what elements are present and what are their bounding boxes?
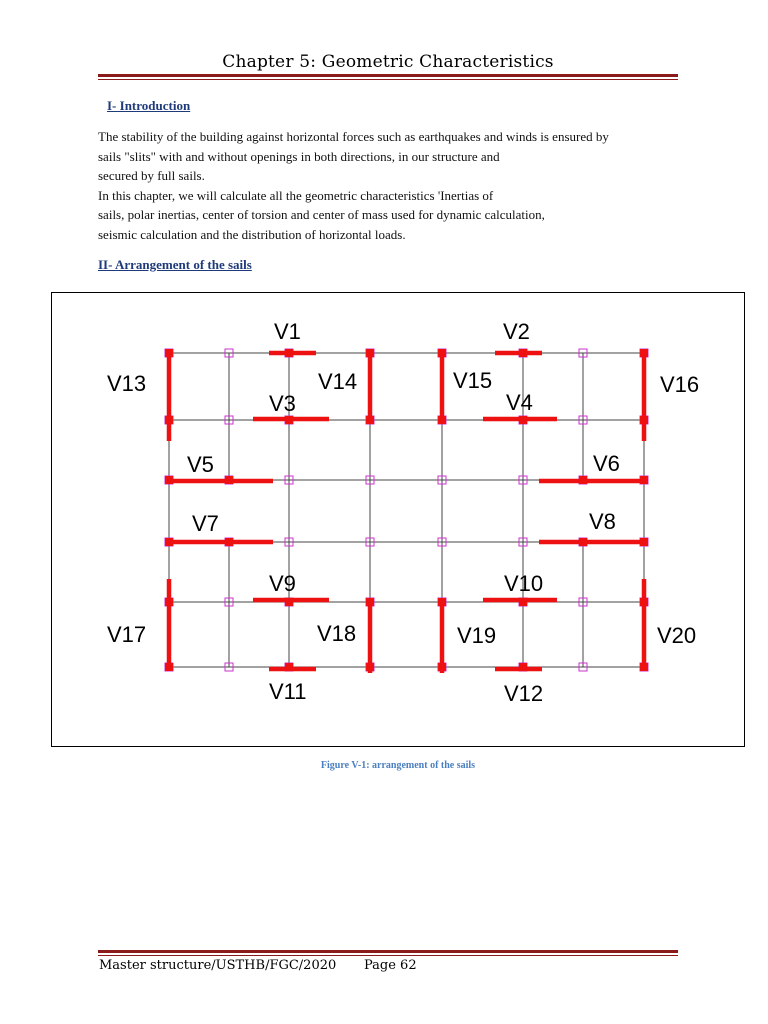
introduction-paragraph: [98, 127, 688, 244]
paragraph-line: secured by full sails.: [98, 168, 205, 183]
column-marker: [165, 476, 173, 484]
column-marker: [519, 598, 527, 606]
column-marker: [285, 663, 293, 671]
wall-label-v5: V5: [187, 452, 214, 477]
footer-rule: [98, 950, 678, 956]
wall-label-v15: V15: [453, 368, 493, 393]
wall-label-v7: V7: [192, 511, 219, 536]
paragraph-line: sails, polar inertias, center of torsion and center of mass used for dynamic calculation,: [98, 207, 545, 222]
column-marker: [519, 663, 527, 671]
wall-label-v10: V10: [504, 571, 544, 596]
column-marker: [225, 538, 233, 546]
wall-label-v8: V8: [589, 509, 616, 534]
column-marker: [366, 598, 374, 606]
footer-text: Master structure/USTHB/FGC/2020: [99, 958, 337, 973]
paragraph-line: sails "slits" with and without openings in both directions, in our structure and: [98, 148, 500, 164]
section-heading-arrangement: II- Arrangement of the sails: [98, 257, 252, 272]
wall-label-v12: V12: [504, 681, 544, 706]
chapter-title: Chapter 5: Geometric Characteristics: [222, 52, 554, 72]
column-marker: [165, 663, 173, 671]
column-marker: [165, 349, 173, 357]
wall-label-v16: V16: [660, 372, 700, 397]
wall-label-v9: V9: [269, 571, 296, 596]
column-marker: [438, 663, 446, 671]
wall-label-v3: V3: [269, 391, 296, 416]
figure-caption: Figure V-1: arrangement of the sails: [320, 760, 476, 771]
wall-label-v1: V1: [274, 319, 301, 344]
structural-plan: [52, 293, 745, 747]
column-marker: [438, 349, 446, 357]
column-marker: [165, 416, 173, 424]
header-rule: [98, 74, 678, 80]
column-marker: [225, 476, 233, 484]
plan-labels: [107, 319, 699, 706]
plan-walls: [165, 349, 648, 673]
wall-label-v20: V20: [657, 623, 697, 648]
column-marker: [366, 663, 374, 671]
plan-nodes: [165, 349, 648, 671]
wall-label-v18: V18: [317, 621, 357, 646]
column-marker: [579, 538, 587, 546]
column-marker: [640, 476, 648, 484]
column-marker: [165, 598, 173, 606]
plan-grid: [169, 353, 644, 667]
wall-label-v2: V2: [503, 319, 530, 344]
column-marker: [519, 416, 527, 424]
wall-label-v14: V14: [318, 369, 358, 394]
column-marker: [285, 598, 293, 606]
paragraph-line: seismic calculation and the distribution of horizontal loads.: [98, 226, 406, 242]
column-marker: [579, 476, 587, 484]
paragraph-line: The stability of the building against horizontal forces such as earthquakes and winds is ensured by: [98, 129, 609, 144]
wall-label-v13: V13: [107, 371, 147, 396]
column-marker: [640, 663, 648, 671]
column-marker: [640, 416, 648, 424]
column-marker: [366, 416, 374, 424]
column-marker: [285, 416, 293, 424]
column-marker: [165, 538, 173, 546]
column-marker: [285, 349, 293, 357]
column-marker: [438, 416, 446, 424]
column-marker: [640, 349, 648, 357]
column-marker: [640, 538, 648, 546]
wall-label-v17: V17: [107, 622, 147, 647]
page-number: Page 62: [364, 958, 417, 973]
column-marker: [519, 349, 527, 357]
paragraph-line: In this chapter, we will calculate all the geometric characteristics 'Inertias of: [98, 187, 494, 203]
section-heading-introduction: I- Introduction: [107, 98, 191, 113]
column-marker: [366, 349, 374, 357]
wall-label-v19: V19: [457, 623, 497, 648]
wall-label-v4: V4: [506, 390, 533, 415]
column-marker: [640, 598, 648, 606]
column-marker: [438, 598, 446, 606]
sails-arrangement-figure: [51, 292, 745, 747]
wall-label-v6: V6: [593, 451, 620, 476]
wall-label-v11: V11: [269, 679, 307, 704]
